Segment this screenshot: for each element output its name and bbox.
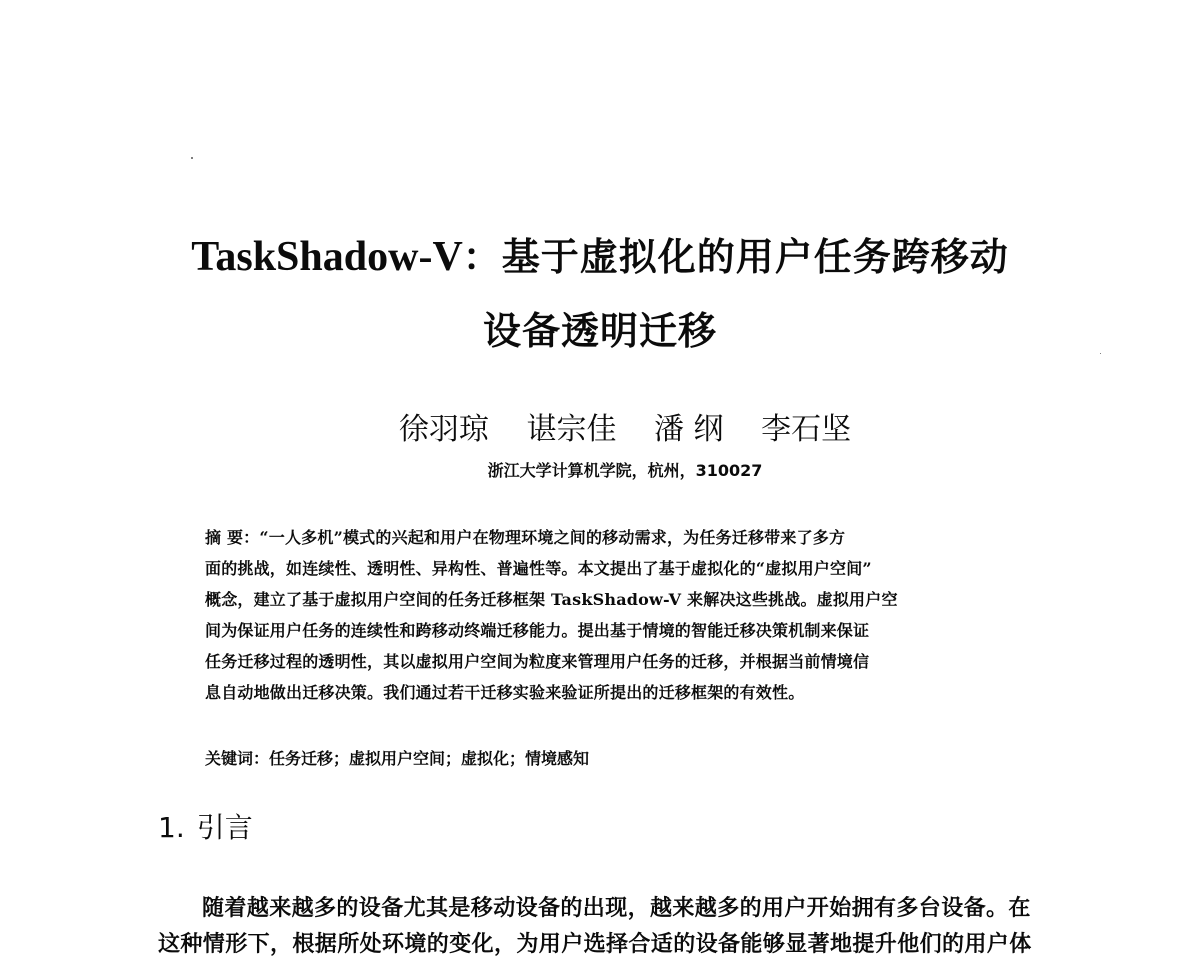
abstract-line: 息自动地做出迁移决策。我们通过若干迁移实验来验证所提出的迁移框架的有效性。 xyxy=(205,683,805,702)
author-name: 李石坚 xyxy=(761,412,852,447)
title-separator: ： xyxy=(462,235,502,279)
paper-title-line-1 xyxy=(0,226,1200,281)
abstract-line-text: “一人多机”模式的兴起和用户在物理环境之间的移动需求，为任务迁移带来了多方 xyxy=(259,528,846,547)
title-line-2-text: 设备透明迁移 xyxy=(482,309,717,353)
abstract-block xyxy=(205,522,1055,708)
title-cjk-part: 基于虚拟化的用户任务跨移动 xyxy=(501,235,1009,279)
section-title: 引言 xyxy=(196,811,253,844)
title-system-name: TaskShadow-V xyxy=(191,234,463,280)
section-heading xyxy=(158,806,253,846)
author-name: 谌宗佳 xyxy=(526,412,617,447)
abstract-line xyxy=(205,522,1055,553)
section-number: 1. xyxy=(158,811,185,844)
abstract-line: 任务迁移过程的透明性，其以虚拟用户空间为粒度来管理用户任务的迁移，并根据当前情境信 xyxy=(205,652,870,671)
affiliation: 浙江大学计算机学院，杭州，310027 xyxy=(487,461,763,480)
abstract-line: 间为保证用户任务的连续性和跨移动终端迁移能力。提出基于情境的智能迁移决策机制来保证 xyxy=(205,621,870,640)
abstract-label: 摘 要： xyxy=(205,528,260,547)
author-list xyxy=(0,404,1200,448)
abstract-line: 概念，建立了基于虚拟用户空间的任务迁移框架 TaskShadow-V 来解决这些挑战。虚拟用户空 xyxy=(205,590,898,609)
author-name: 潘 纲 xyxy=(654,412,724,447)
abstract-line: 面的挑战，如连续性、透明性、异构性、普遍性等。本文提出了基于虚拟化的“虚拟用户空间” xyxy=(205,559,872,578)
author-name: 徐羽琼 xyxy=(398,412,489,447)
paper-title-line-2 xyxy=(0,300,1200,355)
body-line: 随着越来越多的设备尤其是移动设备的出现，越来越多的用户开始拥有多台设备。在 xyxy=(202,895,1031,921)
body-line: 这种情形下，根据所处环境的变化，为用户选择合适的设备能够显著地提升他们的用户体 xyxy=(158,931,1032,957)
keywords-text: 任务迁移；虚拟用户空间；虚拟化；情境感知 xyxy=(269,749,590,768)
body-paragraph xyxy=(158,890,1093,962)
keywords-block xyxy=(205,746,589,769)
keywords-label: 关键词： xyxy=(205,749,270,768)
scan-speck xyxy=(191,157,193,159)
